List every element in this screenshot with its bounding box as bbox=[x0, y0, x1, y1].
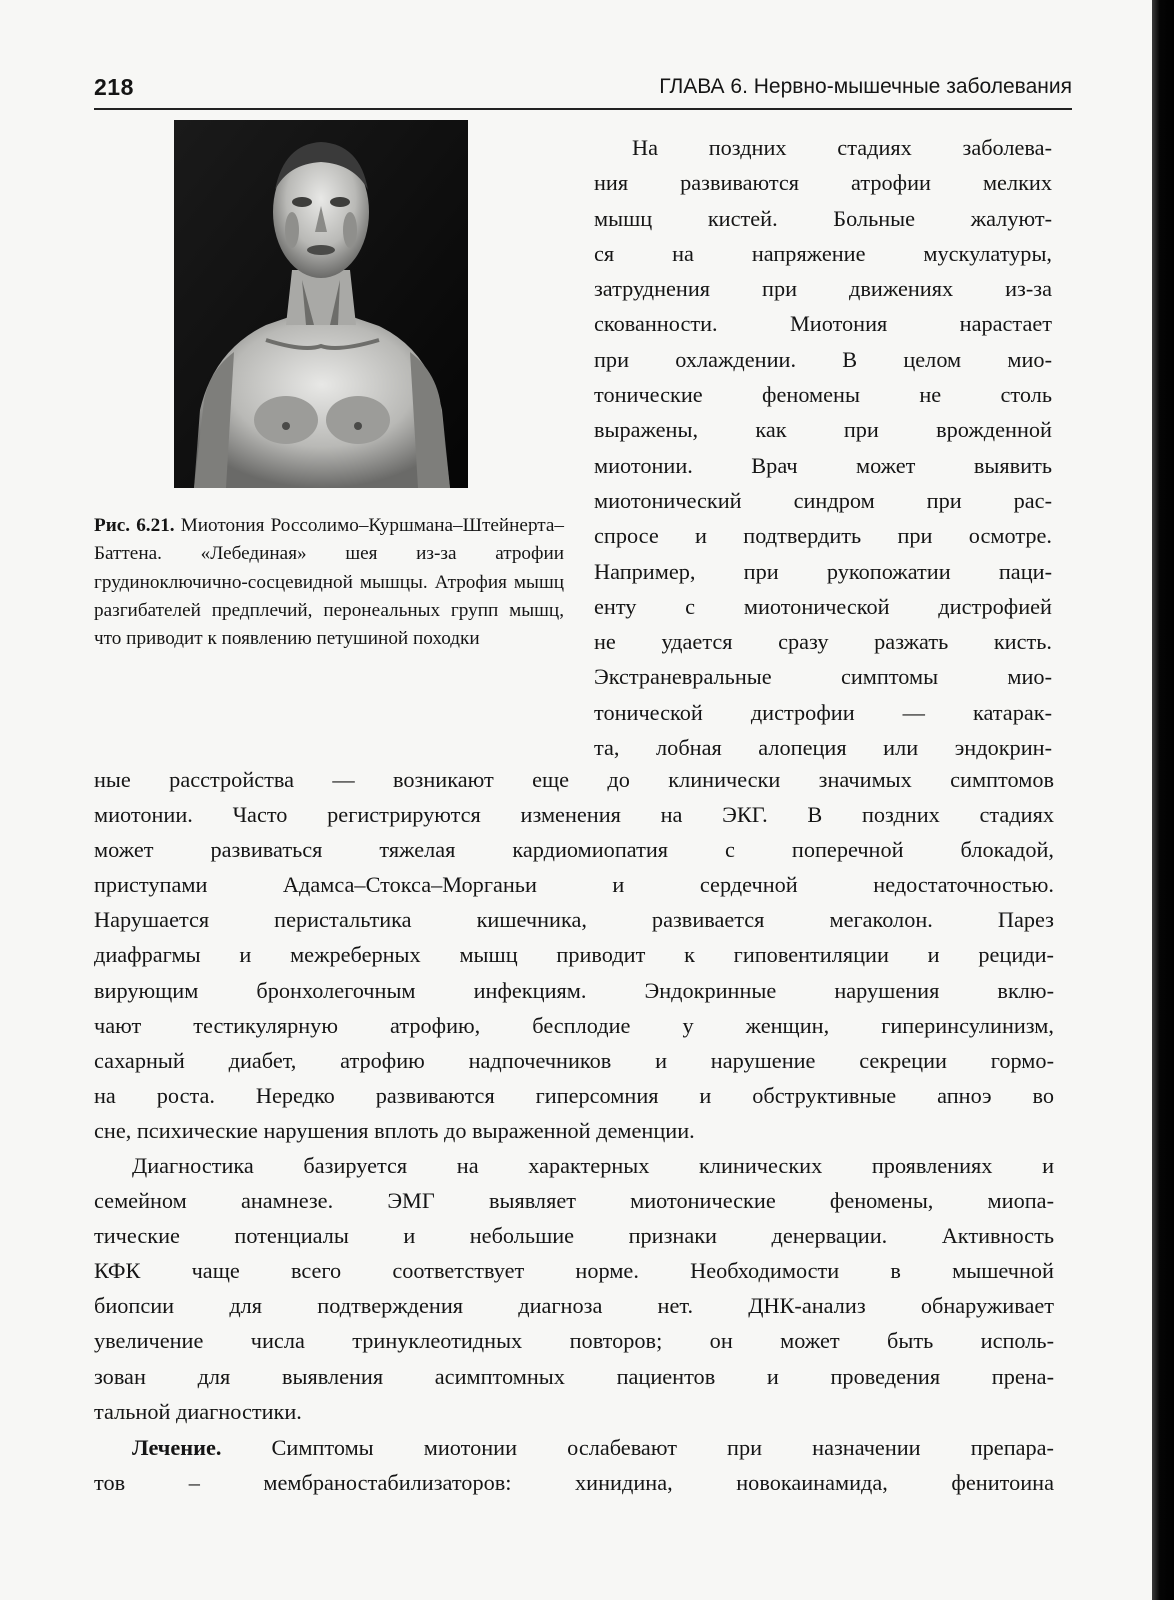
text-line: выражены, как при врожденной bbox=[594, 417, 1052, 443]
figure-label: Рис. 6.21. bbox=[94, 515, 175, 536]
figure-caption-text: Миотония Россолимо–Куршмана–Штейнерта–Баттена. «Лебединая» шея из-за атрофии грудиноключично-сосцевидной мышцы. Атрофия мышц разгибателей предплечий, перонеальных групп мышц, что приводит к появлению петушиной походки bbox=[94, 515, 565, 650]
treatment-heading: Лечение. bbox=[132, 1435, 222, 1460]
patient-photo-image bbox=[174, 120, 468, 488]
running-head: ГЛАВА 6. Нервно-мышечные заболевания bbox=[659, 75, 1072, 98]
page-header bbox=[94, 72, 1072, 110]
text-line: сне, психические нарушения вплоть до выраженной деменции. bbox=[94, 1117, 695, 1143]
right-column-paragraph bbox=[594, 130, 1052, 765]
text-line: вирующим бронхолегочным инфекциям. Эндокринные нарушения вклю- bbox=[94, 977, 1054, 1003]
text-line: Диагностика базируется на характерных клинических проявлениях и bbox=[132, 1153, 1054, 1178]
text-line: сахарный диабет, атрофию надпочечников и нарушение секреции гормо- bbox=[94, 1047, 1054, 1073]
diagnostics-paragraph bbox=[94, 1148, 1054, 1429]
figure-caption bbox=[94, 512, 564, 653]
text-line: енту с миотонической дистрофией bbox=[594, 593, 1052, 619]
text-line: может развиваться тяжелая кардиомиопатия с поперечной блокадой, bbox=[94, 837, 1054, 863]
text-line: та, лобная алопеция или эндокрин- bbox=[594, 735, 1052, 761]
page-number: 218 bbox=[94, 74, 134, 100]
text-line: увеличение числа тринуклеотидных повторов; он может быть исполь- bbox=[94, 1328, 1054, 1354]
text-line: скованности. Миотония нарастает bbox=[594, 311, 1052, 337]
text-line: ные расстройства — возникают еще до клинически значимых симптомов bbox=[94, 767, 1054, 792]
text-line: биопсии для подтверждения диагноза нет. ДНК-анализ обнаруживает bbox=[94, 1293, 1054, 1319]
text-line: при охлаждении. В целом мио- bbox=[594, 346, 1052, 372]
text-line: зован для выявления асимптомных пациентов и проведения пренa- bbox=[94, 1363, 1054, 1389]
text-line: На поздних стадиях заболева- bbox=[632, 135, 1052, 160]
text-line: затруднения при движениях из-за bbox=[594, 276, 1052, 302]
treatment-paragraph bbox=[94, 1430, 1054, 1500]
text-line: спросе и подтвердить при осмотре. bbox=[594, 523, 1052, 549]
text-line: мышц кистей. Больные жалуют- bbox=[594, 205, 1052, 231]
text-line: тонические феномены не столь bbox=[594, 382, 1052, 408]
text-line: Экстраневральные симптомы мио- bbox=[594, 664, 1052, 690]
text-line: Например, при рукопожатии паци- bbox=[594, 558, 1052, 584]
text-line bbox=[94, 1430, 1054, 1465]
text-line: КФК чаще всего соответствует норме. Необходимости в мышечной bbox=[94, 1258, 1054, 1284]
text-line: не удается сразу разжать кисть. bbox=[594, 629, 1052, 655]
text-line: тов – мембраностабилизаторов: хинидина, новокаинамида, фенитоина bbox=[94, 1470, 1054, 1496]
text-line: диафрагмы и межреберных мышц приводит к гиповентиляции и рециди- bbox=[94, 942, 1054, 968]
text-line: Нарушается перистальтика кишечника, развивается мегаколон. Парез bbox=[94, 907, 1054, 933]
text-line: миотонический синдром при рас- bbox=[594, 487, 1052, 513]
text-line: семейном анамнезе. ЭМГ выявляет миотонические феномены, миопа- bbox=[94, 1188, 1054, 1214]
text-line: тические потенциалы и небольшие признаки денервации. Активность bbox=[94, 1223, 1054, 1249]
text-line: миотонии. Врач может выявить bbox=[594, 452, 1052, 478]
figure-photo bbox=[174, 120, 468, 488]
text-line: на роста. Нередко развиваются гиперсомния и обструктивные апноэ во bbox=[94, 1082, 1054, 1108]
text-line: ся на напряжение мускулатуры, bbox=[594, 240, 1052, 266]
text-line: ния развиваются атрофии мелких bbox=[594, 170, 1052, 196]
continuation-paragraph bbox=[94, 762, 1054, 1148]
text-line: тальной диагностики. bbox=[94, 1398, 302, 1424]
text-line: миотонии. Часто регистрируются изменения на ЭКГ. В поздних стадиях bbox=[94, 802, 1054, 828]
scan-edge bbox=[1152, 0, 1174, 1600]
text-line: приступами Адамса–Стокса–Морганьи и сердечной недостаточностью. bbox=[94, 872, 1054, 898]
text-line: тонической дистрофии — катарак- bbox=[594, 699, 1052, 725]
text-line: чают тестикулярную атрофию, бесплодие у женщин, гиперинсулинизм, bbox=[94, 1012, 1054, 1038]
treatment-text: Симптомы миотонии ослабевают при назначении препара- bbox=[221, 1435, 1054, 1460]
